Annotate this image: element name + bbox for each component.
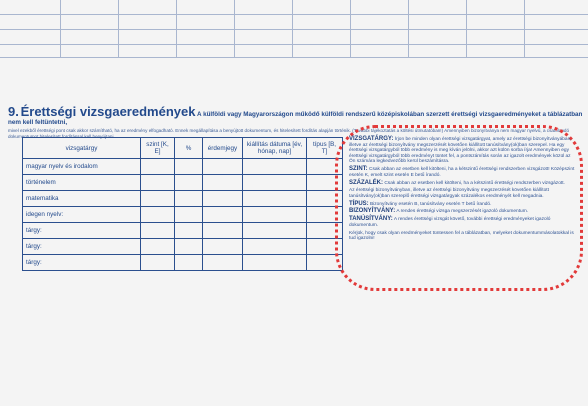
date-cell[interactable] xyxy=(243,255,307,271)
grade-cell[interactable] xyxy=(203,175,243,191)
header-level: szint [K, E] xyxy=(141,138,175,159)
percent-cell[interactable] xyxy=(175,207,203,223)
table-row xyxy=(23,159,343,175)
date-cell[interactable] xyxy=(243,223,307,239)
header-grade: érdemjegy xyxy=(203,138,243,159)
table-row xyxy=(23,191,343,207)
table-row xyxy=(23,175,343,191)
subject-cell: matematika xyxy=(23,191,141,207)
previous-section-grid xyxy=(0,0,588,58)
grade-cell[interactable] xyxy=(203,239,243,255)
percent-cell[interactable] xyxy=(175,175,203,191)
level-cell[interactable] xyxy=(141,223,175,239)
section-intro: A külföldi vagy Magyarországon működő külföldi rendszerű középiskolában szerzett érettségi vizsgaeredményeket a táblázatban nem kell feltüntetni, xyxy=(8,111,583,126)
note-percent-detail: Az érettségi bizonyítványban, illetve az érettségi bizonyítvány megszerzését követően kiállított tanúsítvány(ok)ban szereplő érettségi vizsgatárgyak százalékos eredményét kell megadnia. xyxy=(349,188,549,199)
subject-cell: történelem xyxy=(23,175,141,191)
subject-cell[interactable]: idegen nyelv: xyxy=(23,207,141,223)
grade-cell[interactable] xyxy=(203,223,243,239)
note-level: SZINT: Csak abban az esetben kell kitölteni, ha a kétszintű érettségi rendszerben vizsgázott! Középszint esetén K, emelt szint esetén E betű írandó. xyxy=(349,166,575,178)
note-certificate: BIZONYÍTVÁNY: A rendes érettségi vizsga megszerzését igazoló dokumentum. xyxy=(349,208,529,215)
header-subject: vizsgatárgy xyxy=(23,138,141,159)
note-attestation: TANÚSÍTVÁNY: A rendes érettségi vizsgát követő, további érettségi eredményeket igazoló dokumentum. xyxy=(349,216,551,228)
subject-cell[interactable]: tárgy: xyxy=(23,223,141,239)
grade-cell[interactable] xyxy=(203,207,243,223)
note-closing: Kérjük, hogy csak olyan eredményeket tüntessen fel a táblázatban, melyeket dokumentummásolatokkal is tud igazolni! xyxy=(349,230,574,242)
table-row xyxy=(23,255,343,271)
table-header-row xyxy=(23,138,343,159)
percent-cell[interactable] xyxy=(175,255,203,271)
percent-cell[interactable] xyxy=(175,239,203,255)
level-cell[interactable] xyxy=(141,207,175,223)
date-cell[interactable] xyxy=(243,239,307,255)
date-cell[interactable] xyxy=(243,191,307,207)
subject-cell: magyar nyelv és irodalom xyxy=(23,159,141,175)
date-cell[interactable] xyxy=(243,175,307,191)
date-cell[interactable] xyxy=(243,207,307,223)
header-type: típus [B, T] xyxy=(307,138,343,159)
table-row xyxy=(23,207,343,223)
table-row xyxy=(23,239,343,255)
note-subject: VIZSGATÁRGY: Írjon be minden olyan érettségi vizsgatárgyat, amely az érettségi bizonyítványában, illetve az érettségi bizonyítvány megszerzését követően kiállított tanúsítvány(ok)ban szerepel. Ha egy érettségi vizsgatárgyból több eredmény is meg kíván jelölni, akkor azt külön sorba írja! Amennyiben egy érettségi vizsgatárgyból több eredményt tüntet fel, a pontszámítás során az igazolt eredmények közül az Ön számára legkedvezőbb kerül beszámításra. xyxy=(349,136,572,165)
date-cell[interactable] xyxy=(243,159,307,175)
level-cell[interactable] xyxy=(141,255,175,271)
percent-cell[interactable] xyxy=(175,223,203,239)
grade-cell[interactable] xyxy=(203,191,243,207)
header-percent: % xyxy=(175,138,203,159)
percent-cell[interactable] xyxy=(175,159,203,175)
subject-cell[interactable]: tárgy: xyxy=(23,239,141,255)
level-cell[interactable] xyxy=(141,191,175,207)
subject-cell[interactable]: tárgy: xyxy=(23,255,141,271)
instructions-panel xyxy=(349,137,575,244)
note-type: TÍPUS: Bizonyítvány esetén B, tanúsítvány esetén T betű írandó. xyxy=(349,200,492,207)
level-cell[interactable] xyxy=(141,239,175,255)
grade-cell[interactable] xyxy=(203,255,243,271)
percent-cell[interactable] xyxy=(175,191,203,207)
section-number: 9. xyxy=(8,104,19,119)
grade-cell[interactable] xyxy=(203,159,243,175)
note-percent: SZÁZALÉK: Csak abban az esetben kell kitölteni, ha a kétszintű érettségi rendszerben vizsgázott. xyxy=(349,179,565,186)
level-cell[interactable] xyxy=(141,159,175,175)
table-row xyxy=(23,223,343,239)
exam-results-table xyxy=(22,137,343,271)
header-issue-date: kiállítás dátuma [év, hónap, nap] xyxy=(243,138,307,159)
section-heading: Érettségi vizsgaeredmények xyxy=(20,104,196,119)
section-subtitle: mivel ezekből érettségi pont csak akkor számítható, ha az eredmény elfogadható. Ennek megállapítása a benyújtott dokumentum, és hitelesített fordítás alapján történik. (További tájékoztatás a költési útmutatóban!) Amennyiben bizonyítványa nem magyar nyelvű, a csatolandó dokumentumot hitelesített fordítással kell benyújtani. xyxy=(8,128,570,139)
level-cell[interactable] xyxy=(141,175,175,191)
